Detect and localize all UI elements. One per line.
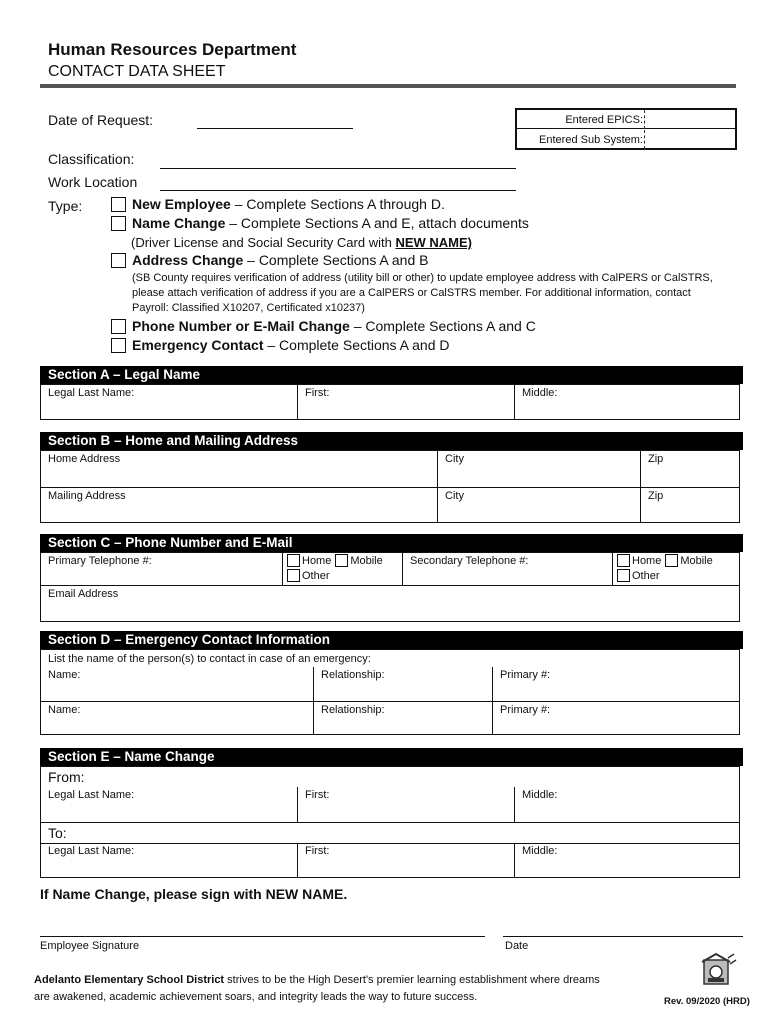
mailing-zip-field[interactable]: Zip: [648, 490, 664, 502]
other-checkbox[interactable]: [287, 569, 300, 582]
mobile-checkbox[interactable]: [665, 554, 678, 567]
checkbox[interactable]: [111, 216, 126, 231]
type-new-employee[interactable]: New Employee – Complete Sections A through D.: [111, 196, 445, 212]
subsystem-label: Entered Sub System:: [539, 134, 643, 146]
to-label: To:: [48, 825, 67, 841]
date-label: Date of Request:: [48, 112, 154, 128]
classification-label: Classification:: [48, 151, 135, 167]
section-a-header: Section A – Legal Name: [40, 366, 743, 384]
home-address-field[interactable]: Home Address: [41, 451, 438, 488]
emergency-phone-2[interactable]: Primary #:: [500, 704, 551, 716]
checkbox[interactable]: [111, 197, 126, 212]
type-phone-email-change[interactable]: Phone Number or E-Mail Change – Complete Sections A and C: [111, 318, 536, 334]
address-note: (SB County requires verification of address (utility bill or other) to update employee address with CalPERS or CalSTRS, please attach verification of address if you are a CalPERS or CalSTRS member. For additional information, contact Payroll: Classified X10207, Certificated x10237): [132, 272, 713, 314]
emergency-name-2[interactable]: Name:: [41, 702, 314, 734]
date-signature-field[interactable]: [503, 936, 743, 937]
home-city-field[interactable]: City: [438, 451, 641, 488]
emergency-phone-1[interactable]: Primary #:: [493, 667, 739, 702]
emergency-name-1[interactable]: Name:: [41, 667, 314, 702]
employee-signature-field[interactable]: [40, 936, 485, 937]
type-emergency-contact[interactable]: Emergency Contact – Complete Sections A and D: [111, 337, 449, 353]
epics-label: Entered EPICS:: [565, 114, 643, 126]
district-statement: Adelanto Elementary School District strives to be the High Desert's premier learning establishment where dreams are awakened, academic achievement soars, and integrity leads the way to future success.: [34, 974, 600, 1003]
emergency-relationship-2[interactable]: Relationship:: [314, 702, 493, 734]
primary-phone-field[interactable]: Primary Telephone #:: [41, 553, 283, 586]
from-first-name[interactable]: First:: [298, 787, 515, 823]
work-location-label: Work Location: [48, 174, 138, 190]
mailing-city-field[interactable]: City: [438, 488, 641, 522]
section-c-header: Section C – Phone Number and E-Mail: [40, 534, 743, 552]
other-checkbox[interactable]: [617, 569, 630, 582]
legal-last-name-field[interactable]: Legal Last Name:: [41, 385, 298, 420]
work-location-field[interactable]: [160, 190, 516, 191]
emergency-instructions: List the name of the person(s) to contact in case of an emergency:: [48, 653, 371, 665]
from-middle-name[interactable]: Middle:: [515, 787, 739, 823]
department-title: Human Resources Department: [48, 40, 297, 59]
sign-instruction: If Name Change, please sign with NEW NAME.: [40, 886, 348, 902]
middle-name-field[interactable]: Middle:: [522, 387, 558, 399]
section-d-header: Section D – Emergency Contact Information: [40, 631, 743, 649]
mobile-checkbox[interactable]: [335, 554, 348, 567]
to-first-name[interactable]: First:: [298, 843, 515, 877]
section-d-table: [40, 649, 740, 735]
date-signature-label: Date: [505, 940, 529, 952]
type-address-change[interactable]: Address Change – Complete Sections A and B: [111, 252, 428, 268]
email-field[interactable]: Email Address: [48, 588, 119, 600]
emergency-relationship-1[interactable]: Relationship:: [314, 667, 493, 702]
home-zip-field[interactable]: Zip: [641, 451, 739, 488]
from-last-name[interactable]: Legal Last Name:: [41, 787, 298, 823]
name-change-note: (Driver License and Social Security Card with NEW NAME): [131, 235, 472, 250]
first-name-field[interactable]: First:: [298, 385, 515, 420]
secondary-phone-field[interactable]: Secondary Telephone #:: [403, 553, 613, 586]
revision-label: Rev. 09/2020 (HRD): [664, 996, 750, 1007]
section-b-table: [40, 450, 740, 523]
section-e-table: [40, 766, 740, 878]
home-checkbox[interactable]: [287, 554, 300, 567]
to-middle-name[interactable]: Middle:: [522, 845, 558, 857]
from-label: From:: [48, 769, 85, 785]
secondary-phone-type: Home Mobile Other: [613, 553, 739, 586]
type-label: Type:: [48, 198, 83, 214]
section-c-table: [40, 552, 740, 622]
district-logo-icon: [698, 952, 738, 990]
checkbox[interactable]: [111, 319, 126, 334]
employee-signature-label: Employee Signature: [40, 940, 140, 952]
type-name-change[interactable]: Name Change – Complete Sections A and E, attach documents: [111, 215, 529, 231]
home-checkbox[interactable]: [617, 554, 630, 567]
classification-field[interactable]: [160, 168, 516, 169]
section-a-table: [40, 384, 740, 420]
to-last-name[interactable]: Legal Last Name:: [41, 843, 298, 877]
epics-box: [515, 108, 737, 150]
page-title: CONTACT DATA SHEET: [48, 63, 226, 80]
primary-phone-type: Home Mobile Other: [283, 553, 403, 586]
mailing-address-field[interactable]: Mailing Address: [41, 488, 438, 522]
section-b-header: Section B – Home and Mailing Address: [40, 432, 743, 450]
checkbox[interactable]: [111, 253, 126, 268]
checkbox[interactable]: [111, 338, 126, 353]
header-divider: [40, 84, 736, 88]
date-field[interactable]: [197, 128, 353, 129]
section-e-header: Section E – Name Change: [40, 748, 743, 766]
